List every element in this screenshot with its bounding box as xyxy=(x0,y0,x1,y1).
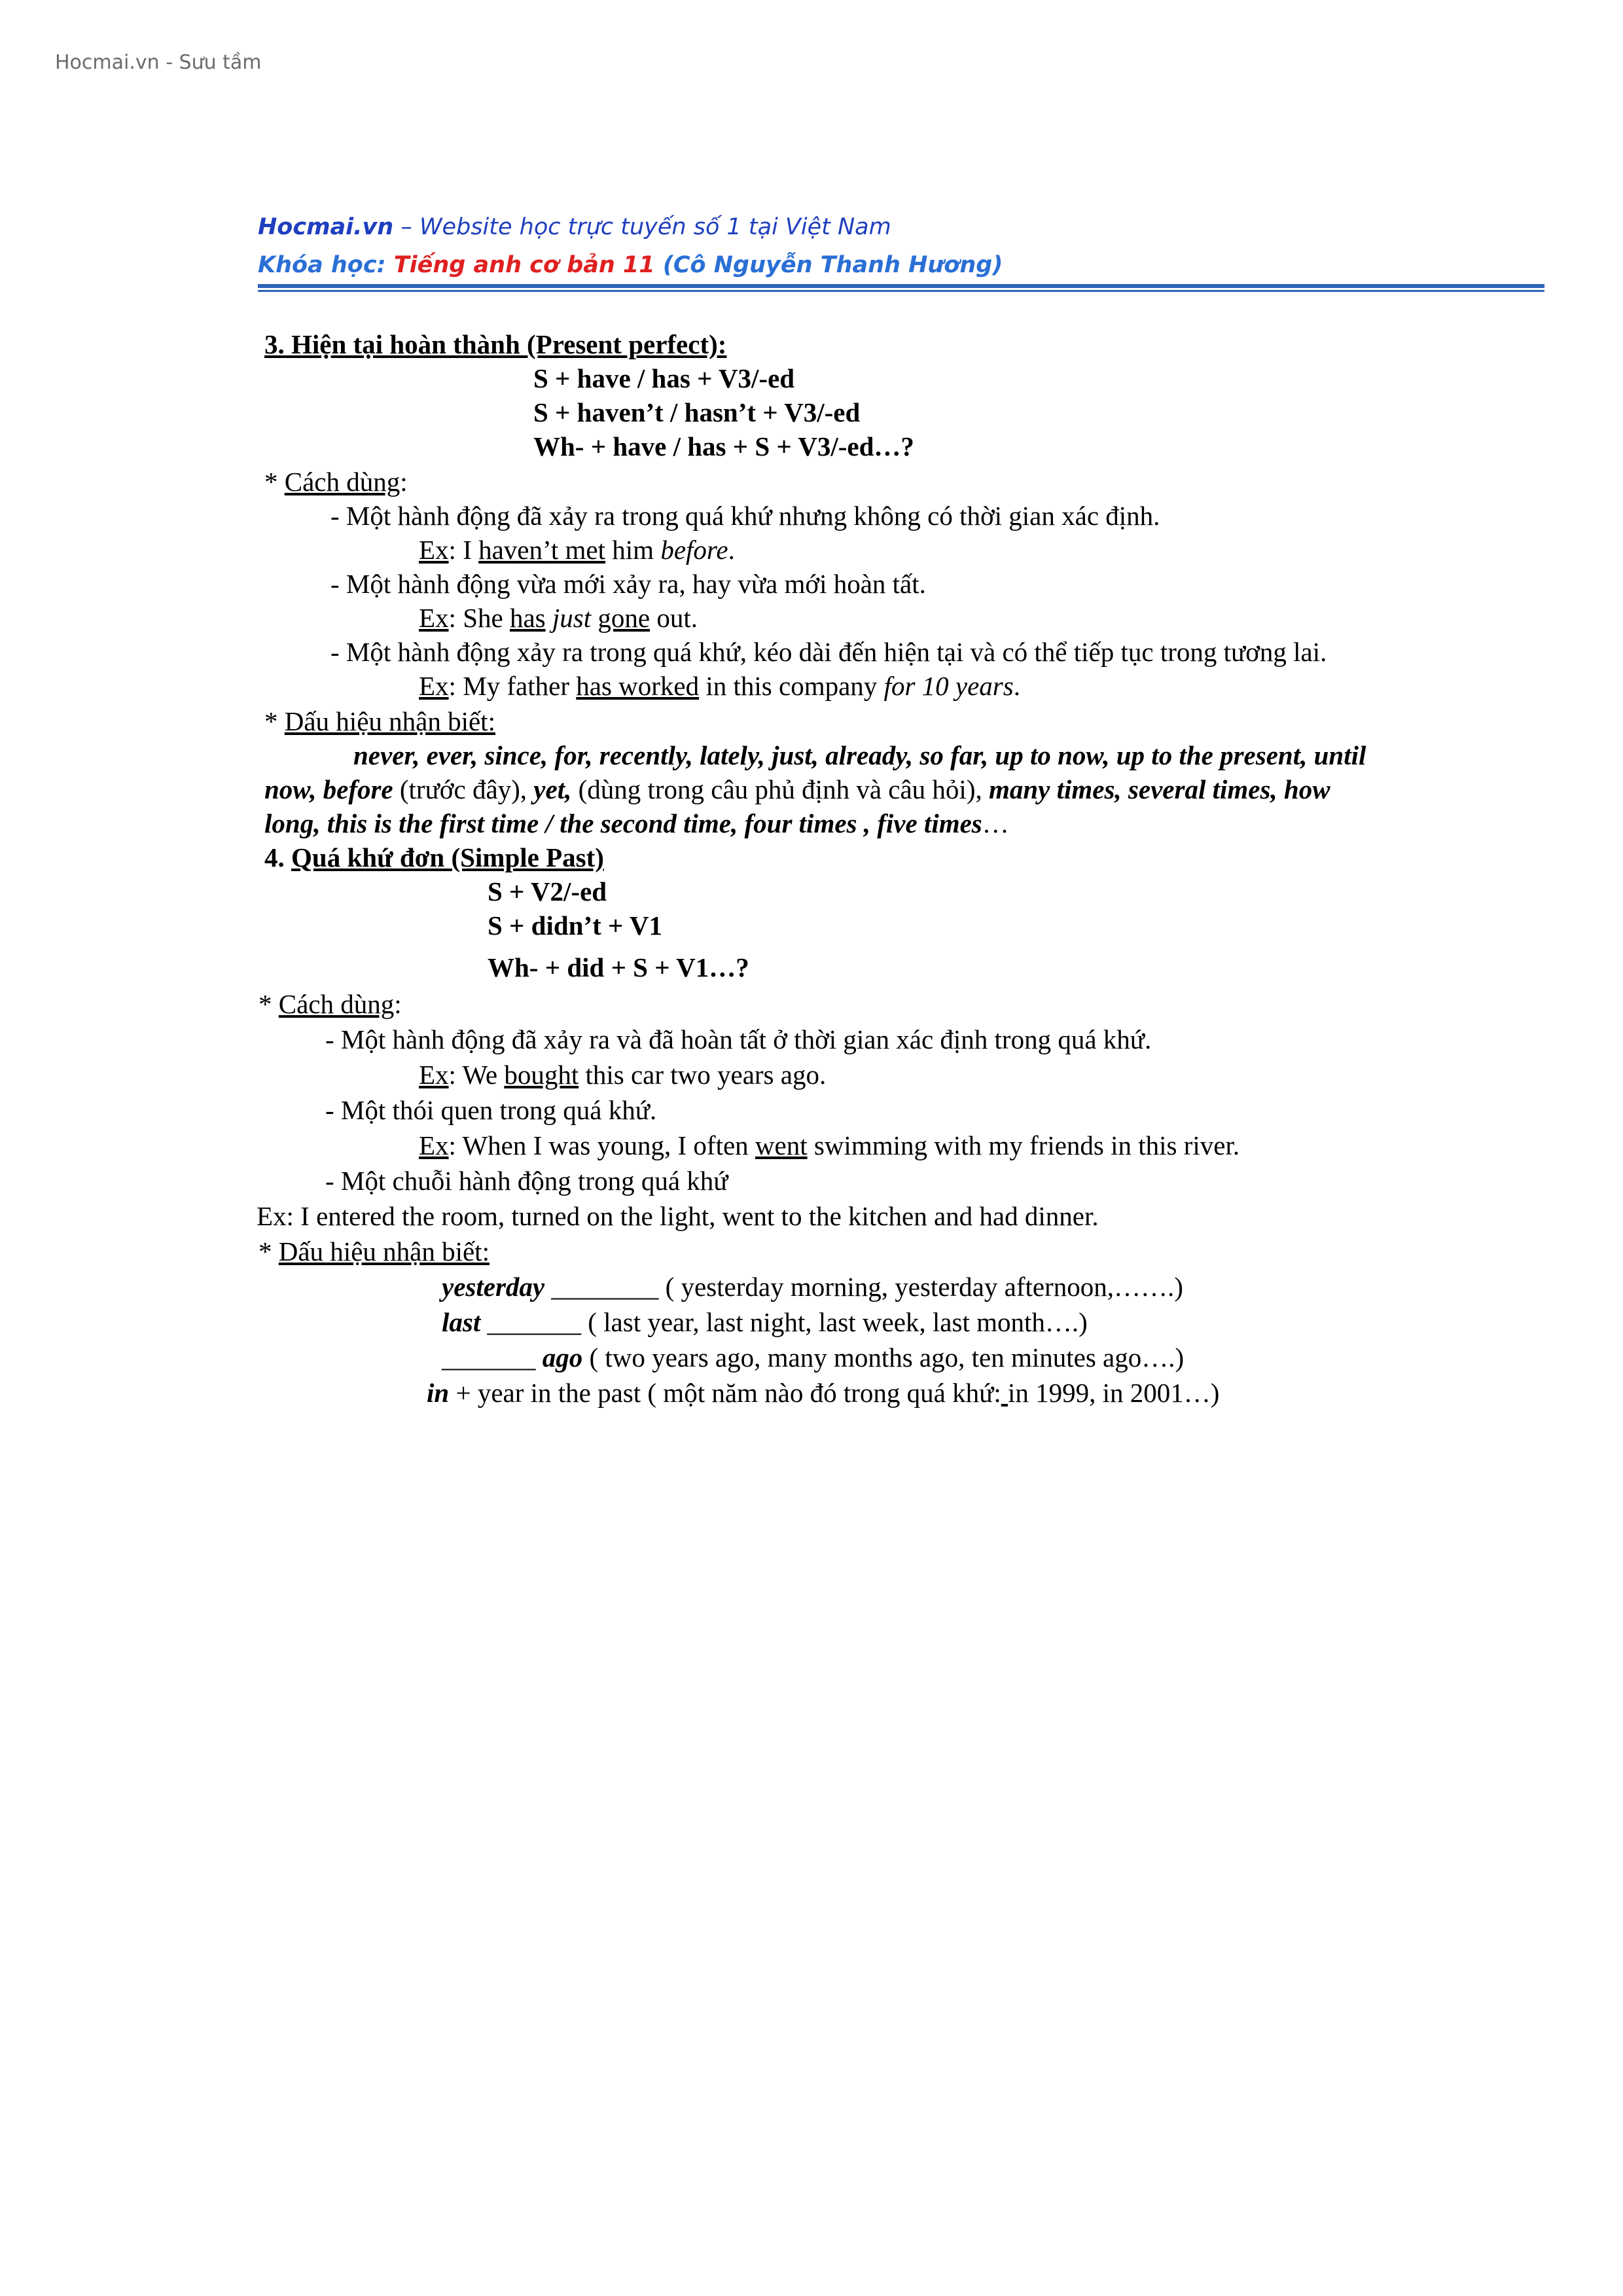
section4-formula-affirmative: S + V2/-ed xyxy=(488,876,607,906)
ex-highlight: bought xyxy=(504,1060,579,1090)
sign-keyword: in xyxy=(427,1378,450,1408)
section3-signs-heading xyxy=(264,706,495,737)
ex-highlight: went xyxy=(755,1130,808,1160)
usage-colon: : xyxy=(394,989,402,1019)
ex-text: him xyxy=(605,535,661,565)
signs-keywords: yet, xyxy=(533,774,572,804)
ex-label: Ex xyxy=(419,535,449,565)
sign-examples: in 1999, in 2001…) xyxy=(1007,1378,1220,1408)
section4-sign-in xyxy=(427,1377,1219,1408)
usage-colon: : xyxy=(400,467,408,497)
section4-title xyxy=(264,842,604,873)
signs-note: (dùng trong câu phủ định và câu hỏi), xyxy=(571,774,989,804)
ex-label: Ex xyxy=(419,603,449,633)
section3-use-3: - Một hành động xảy ra trong quá khứ, kéo dài đến hiện tại và có thể tiếp tục trong tương lai. xyxy=(330,637,1327,667)
sign-space xyxy=(1001,1378,1008,1408)
section4-number: 4. xyxy=(264,842,291,872)
section3-example-2 xyxy=(419,602,698,634)
section4-usage-heading xyxy=(259,988,402,1020)
section4-use-2: - Một thói quen trong quá khứ. xyxy=(325,1095,657,1125)
section3-formula-negative: S + haven’t / hasn’t + V3/-ed xyxy=(533,397,861,427)
signs-ellipsis: … xyxy=(982,808,1009,838)
ex-text: in this company xyxy=(699,671,884,701)
ex-text xyxy=(546,603,552,633)
section4-formula-question: Wh- + did + S + V1…? xyxy=(488,952,749,982)
section3-example-1 xyxy=(419,534,735,565)
watermark: Hocmai.vn - Sưu tầm xyxy=(55,51,262,74)
sign-examples: ________ ( yesterday morning, yesterday afternoon,…….) xyxy=(544,1272,1183,1302)
section3-signs-line-2 xyxy=(264,774,1330,805)
usage-prefix: * xyxy=(264,467,285,497)
section3-title: 3. Hiện tại hoàn thành (Present perfect): xyxy=(264,329,727,359)
section3-usage-heading xyxy=(264,466,408,497)
ex-text: : I xyxy=(448,535,479,565)
sign-keyword: ago xyxy=(542,1342,583,1372)
section3-example-3 xyxy=(419,670,1020,702)
ex-text: : My father xyxy=(448,671,577,701)
ex-label: Ex xyxy=(419,1060,449,1090)
section3-formula-question: Wh- + have / has + S + V3/-ed…? xyxy=(533,431,914,461)
sign-examples: + year in the past ( một năm nào đó trong quá khứ: xyxy=(449,1378,1001,1408)
page-header xyxy=(258,208,1541,284)
ex-text: this car two years ago. xyxy=(579,1060,827,1090)
ex-text: . xyxy=(1013,671,1020,701)
section3-use-1: - Một hành động đã xảy ra trong quá khứ nhưng không có thời gian xác định. xyxy=(330,501,1160,531)
ex-text xyxy=(591,603,597,633)
section4-use-3: - Một chuỗi hành động trong quá khứ xyxy=(325,1166,728,1196)
section4-sign-yesterday xyxy=(442,1271,1183,1302)
sign-blank: _______ xyxy=(442,1342,543,1372)
section4-use-1: - Một hành động đã xảy ra và đã hoàn tất ở thời gian xác định trong quá khứ. xyxy=(325,1024,1152,1054)
course-teacher: (Cô Nguyễn Thanh Hương) xyxy=(654,252,1003,278)
ex-highlight: has xyxy=(509,603,546,633)
section4-sign-last xyxy=(442,1306,1088,1338)
signs-note: (trước đây), xyxy=(393,774,534,804)
site-brand: Hocmai.vn xyxy=(258,214,394,240)
course-label: Khóa học: xyxy=(258,252,394,278)
section3-use-2: - Một hành động vừa mới xảy ra, hay vừa mới hoàn tất. xyxy=(330,569,926,599)
course-name: Tiếng anh cơ bản 11 xyxy=(393,252,655,278)
header-course-line xyxy=(258,246,1541,284)
section3-formula-affirmative: S + have / has + V3/-ed xyxy=(533,363,795,393)
signs-keywords: long, this is the first time / the second time, four times , five times xyxy=(264,808,982,838)
sign-keyword: yesterday xyxy=(442,1272,545,1302)
signs-keywords: now, before xyxy=(264,774,393,804)
usage-label: Cách dùng xyxy=(278,989,395,1019)
ex-highlight: gone xyxy=(597,603,651,633)
ex-text: . xyxy=(728,535,735,565)
ex-text: : When I was young, I often xyxy=(448,1130,755,1160)
section4-sign-ago xyxy=(442,1342,1184,1373)
ex-signal: before xyxy=(660,535,728,565)
header-divider-thin xyxy=(258,290,1544,292)
site-tagline: – Website học trực tuyến số 1 tại Việt Nam xyxy=(393,214,891,240)
section4-example-2 xyxy=(419,1130,1240,1161)
ex-highlight: has worked xyxy=(576,671,700,701)
section4-formula-negative: S + didn’t + V1 xyxy=(488,910,663,941)
section4-title-text: Quá khứ đơn (Simple Past) xyxy=(291,842,604,872)
header-divider xyxy=(258,284,1544,288)
section3-signs-line-1: never, ever, since, for, recently, lately, just, already, so far, up to now, up to the present, until xyxy=(353,740,1366,770)
signs-prefix: * xyxy=(259,1236,279,1266)
section4-example-1 xyxy=(419,1059,826,1090)
header-site-line xyxy=(258,208,1541,246)
ex-label: Ex xyxy=(419,1130,449,1160)
ex-signal: just xyxy=(552,603,592,633)
ex-text: swimming with my friends in this river. xyxy=(807,1130,1240,1160)
ex-signal: for 10 years xyxy=(883,671,1014,701)
section3-signs-line-3 xyxy=(264,808,1009,839)
ex-label: Ex xyxy=(419,671,449,701)
ex-text: : She xyxy=(448,603,510,633)
ex-text: : We xyxy=(448,1060,505,1090)
ex-text: out. xyxy=(650,603,698,633)
ex-highlight: haven’t met xyxy=(478,535,606,565)
usage-label: Cách dùng xyxy=(284,467,401,497)
section4-example-3: Ex: I entered the room, turned on the light, went to the kitchen and had dinner. xyxy=(257,1201,1099,1231)
signs-label: Dấu hiệu nhận biết: xyxy=(278,1236,490,1266)
usage-prefix: * xyxy=(259,989,279,1019)
sign-examples: _______ ( last year, last night, last week, last month….) xyxy=(480,1307,1088,1337)
section4-signs-heading xyxy=(259,1236,490,1267)
sign-examples: ( two years ago, many months ago, ten minutes ago….) xyxy=(582,1342,1185,1372)
signs-prefix: * xyxy=(264,706,285,736)
sign-keyword: last xyxy=(442,1307,481,1337)
signs-label: Dấu hiệu nhận biết: xyxy=(284,706,495,736)
signs-keywords: many times, several times, how xyxy=(988,774,1330,804)
